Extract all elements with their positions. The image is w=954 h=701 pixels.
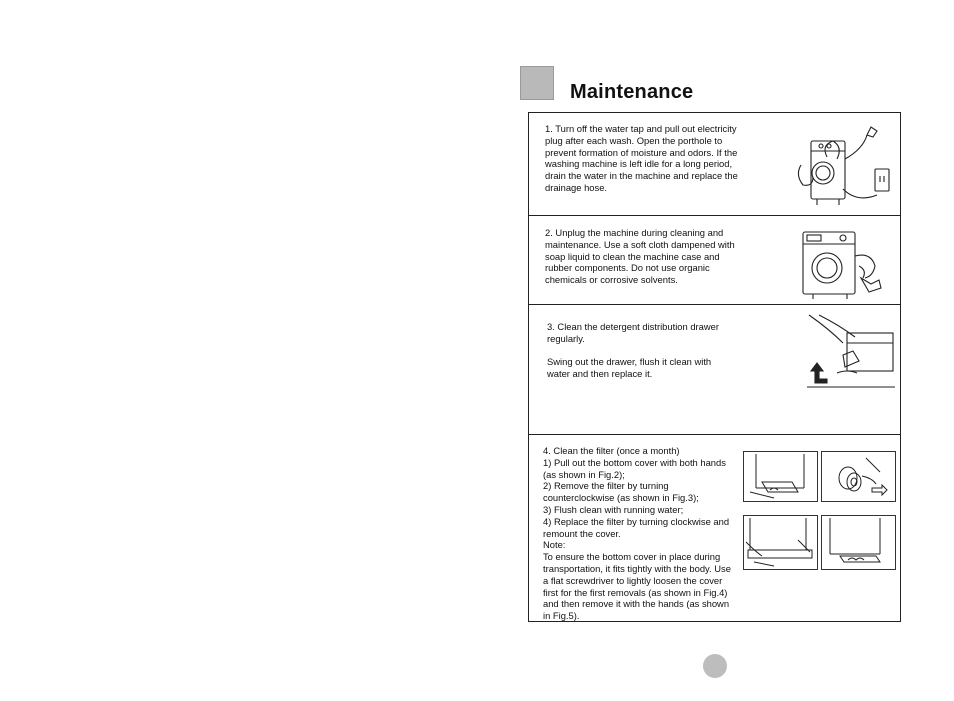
step-panel-4 (529, 435, 900, 621)
page-number-icon (703, 654, 727, 678)
step-panel-1 (529, 113, 900, 216)
fig4-screwdriver-loosen (743, 515, 818, 570)
washer-cleaning-illustration (793, 222, 889, 302)
step-panel-2 (529, 216, 900, 305)
fig2-pull-bottom-cover (743, 451, 818, 502)
detergent-drawer-illustration (807, 313, 897, 393)
fig3-remove-filter (821, 451, 896, 502)
maintenance-frame (528, 112, 901, 622)
section-marker-icon (520, 66, 554, 100)
step-panel-3 (529, 305, 900, 435)
step-3-text: 3. Clean the detergent distribution drawer regularly. Swing out the drawer, flush it clean with water and then replace it. (547, 321, 719, 380)
step-4-text: 4. Clean the filter (once a month) 1) Pull out the bottom cover with both hands (as shown in Fig.2); 2) Remove the filter by turning counterclockwise (as shown in Fig.3); 3) Flush clean with running water; 4) Replace the filter by turning clockwise and remount the cover. Note: To ensure the bottom cover in place during transportation, it fits tightly with the body. Use a flat screwdriver to lightly loosen the cover first for the first removals (as shown in Fig.4) and then remove it with the hands (as shown in Fig.5). (543, 445, 731, 622)
step-2-text: 2. Unplug the machine during cleaning and maintenance. Use a soft cloth dampened with soap liquid to clean the machine case and rubber components. Do not use organic chemicals or corrosive solvents. (545, 227, 735, 286)
step-1-text: 1. Turn off the water tap and pull out electricity plug after each wash. Open the porthole to prevent formation of moisture and odors. If the washing machine is left idle for a long period, drain the water in the machine and replace the drainage hose. (545, 123, 738, 193)
fig5-remove-cover-by-hand (821, 515, 896, 570)
page-title: Maintenance (570, 81, 694, 103)
washer-unplug-illustration (783, 119, 895, 209)
